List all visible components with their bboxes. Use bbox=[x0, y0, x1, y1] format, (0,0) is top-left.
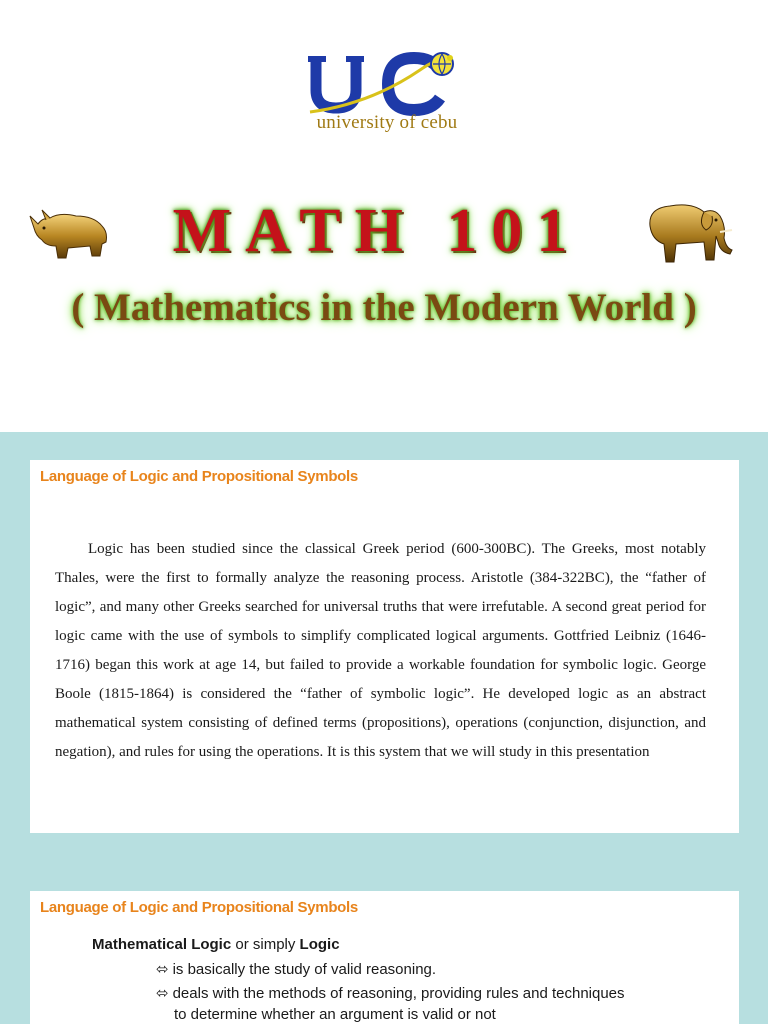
bullet-text: is basically the study of valid reasoning. bbox=[172, 961, 437, 978]
university-logo bbox=[290, 46, 480, 138]
slide-paragraph: Logic has been studied since the classical Greek period (600-300BC). The Greeks, most notably Thales, were the first to formally analyze the reasoning process. Aristotle (384-322BC), the “father of logic”, and many other Greeks searched for universal truths that were irrefutable. A second great period for logic came with the use of symbols to simplify complicated logical arguments. Gottfried Leibniz (1646-1716) began this work at age 14, but failed to provide a workable foundation for symbolic logic. George Boole (1815-1864) is considered the “father of symbolic logic”. He developed logic as an abstract mathematical system consisting of defined terms (propositions), operations (conjunction, disjunction, and negation), and rules for using the operations. It is this system that we will study in this presentation bbox=[55, 541, 706, 760]
list-item bbox=[156, 960, 436, 978]
bullet-continuation: to determine whether an argument is valid or not bbox=[174, 1006, 496, 1023]
slide-card-2 bbox=[30, 891, 739, 1024]
definition-line bbox=[92, 936, 340, 953]
cover-slide bbox=[0, 0, 768, 432]
term-connector: or simply bbox=[231, 936, 300, 953]
elephant-statue-icon bbox=[640, 196, 736, 266]
uc-monogram-icon bbox=[290, 46, 480, 116]
slide-heading: Language of Logic and Propositional Symbols bbox=[40, 899, 358, 916]
list-item bbox=[156, 984, 625, 1002]
slide-card-1 bbox=[30, 460, 739, 833]
logo-wordmark: university of cebu bbox=[316, 112, 458, 133]
double-arrow-icon: ⬄ bbox=[156, 960, 169, 978]
term-logic: Logic bbox=[299, 936, 340, 953]
slide-heading: Language of Logic and Propositional Symbols bbox=[40, 468, 358, 485]
term-mathematical-logic: Mathematical Logic bbox=[92, 936, 232, 953]
double-arrow-icon: ⬄ bbox=[156, 984, 169, 1002]
course-title: MATH 101 bbox=[172, 197, 582, 265]
course-subtitle: ( Mathematics in the Modern World ) bbox=[71, 286, 697, 329]
rhino-statue-icon bbox=[28, 202, 112, 260]
bullet-text: deals with the methods of reasoning, providing rules and techniques bbox=[172, 985, 625, 1002]
